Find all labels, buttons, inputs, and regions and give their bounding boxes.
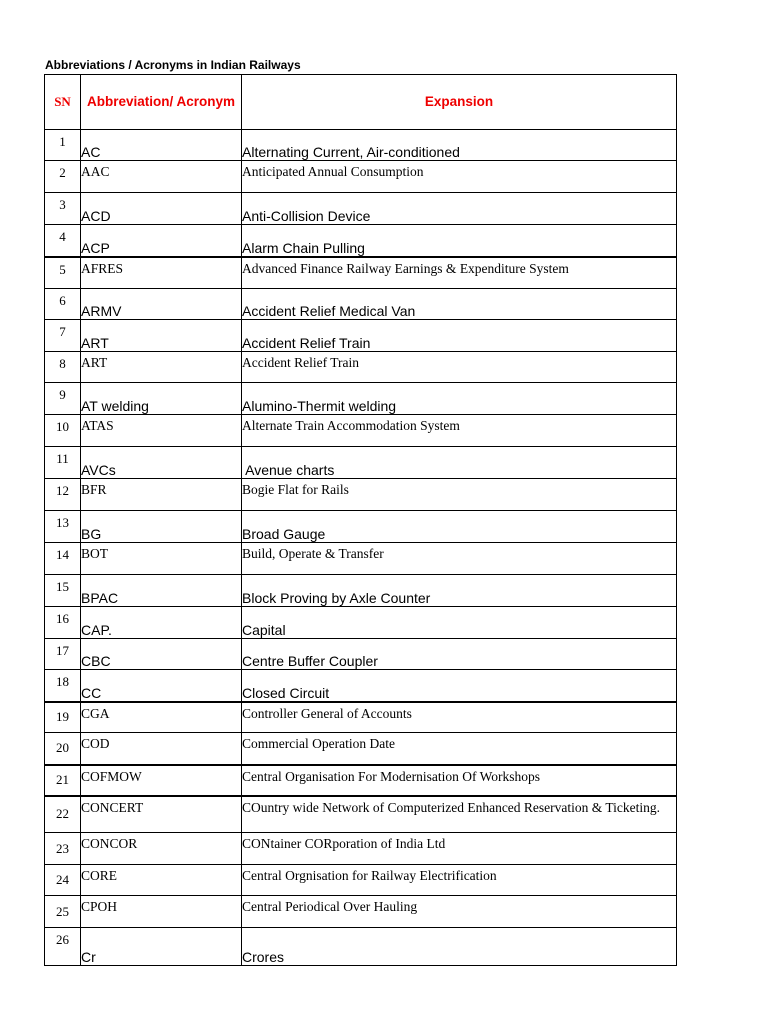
row-abbreviation: AT welding — [81, 383, 242, 415]
table-row — [45, 575, 677, 607]
row-expansion: Closed Circuit — [242, 670, 677, 702]
header-sn: SN — [45, 75, 81, 130]
row-sn: 4 — [45, 225, 81, 257]
table-row — [45, 543, 677, 575]
row-sn: 10 — [45, 415, 81, 447]
row-expansion: Alarm Chain Pulling — [242, 225, 677, 257]
row-abbreviation: AVCs — [81, 447, 242, 479]
row-expansion: Advanced Finance Railway Earnings & Expenditure System — [242, 257, 677, 289]
row-sn: 2 — [45, 161, 81, 193]
table-row — [45, 479, 677, 511]
table-row — [45, 833, 677, 865]
table-row — [45, 928, 677, 966]
row-sn: 24 — [45, 865, 81, 896]
row-expansion: Accident Relief Medical Van — [242, 289, 677, 320]
row-abbreviation: CPOH — [81, 896, 242, 928]
row-expansion: Alternate Train Accommodation System — [242, 415, 677, 447]
header-abbreviation: Abbreviation/ Acronym — [81, 75, 242, 130]
header-expansion: Expansion — [242, 75, 677, 130]
row-expansion: Avenue charts — [242, 447, 677, 479]
row-expansion: Alternating Current, Air-conditioned — [242, 130, 677, 161]
row-expansion: Accident Relief Train — [242, 320, 677, 352]
table-row — [45, 257, 677, 289]
row-abbreviation: CAP. — [81, 607, 242, 639]
row-expansion: Controller General of Accounts — [242, 702, 677, 733]
row-sn: 19 — [45, 702, 81, 733]
row-expansion: Build, Operate & Transfer — [242, 543, 677, 575]
table-row — [45, 352, 677, 383]
row-abbreviation: COFMOW — [81, 765, 242, 796]
row-expansion: Broad Gauge — [242, 511, 677, 543]
row-sn: 25 — [45, 896, 81, 928]
row-expansion: COuntry wide Network of Computerized Enhanced Reservation & Ticketing. — [242, 796, 677, 833]
row-abbreviation: AC — [81, 130, 242, 161]
row-sn: 23 — [45, 833, 81, 865]
table-row — [45, 639, 677, 670]
row-abbreviation: CONCERT — [81, 796, 242, 833]
table-row — [45, 670, 677, 702]
row-abbreviation: COD — [81, 733, 242, 765]
row-sn: 21 — [45, 765, 81, 796]
table-header-row — [45, 75, 677, 130]
table-row — [45, 733, 677, 765]
table-row — [45, 161, 677, 193]
row-abbreviation: BOT — [81, 543, 242, 575]
row-abbreviation: BPAC — [81, 575, 242, 607]
row-sn: 8 — [45, 352, 81, 383]
row-sn: 1 — [45, 130, 81, 161]
row-sn: 9 — [45, 383, 81, 415]
row-expansion: Crores — [242, 928, 677, 966]
row-sn: 14 — [45, 543, 81, 575]
row-abbreviation: CONCOR — [81, 833, 242, 865]
row-abbreviation: BFR — [81, 479, 242, 511]
row-sn: 6 — [45, 289, 81, 320]
table-row — [45, 607, 677, 639]
row-expansion: Accident Relief Train — [242, 352, 677, 383]
table-row — [45, 447, 677, 479]
row-expansion: Anticipated Annual Consumption — [242, 161, 677, 193]
row-abbreviation: AFRES — [81, 257, 242, 289]
table-row — [45, 511, 677, 543]
table-row — [45, 130, 677, 161]
row-abbreviation: ACD — [81, 193, 242, 225]
row-expansion: Central Orgnisation for Railway Electrification — [242, 865, 677, 896]
table-row — [45, 320, 677, 352]
row-sn: 18 — [45, 670, 81, 702]
row-sn: 15 — [45, 575, 81, 607]
row-abbreviation: ARMV — [81, 289, 242, 320]
row-abbreviation: CC — [81, 670, 242, 702]
row-abbreviation: BG — [81, 511, 242, 543]
row-sn: 22 — [45, 796, 81, 833]
row-expansion: Capital — [242, 607, 677, 639]
table-row — [45, 702, 677, 733]
row-expansion: Anti-Collision Device — [242, 193, 677, 225]
row-expansion: Alumino-Thermit welding — [242, 383, 677, 415]
row-abbreviation: CGA — [81, 702, 242, 733]
table-row — [45, 383, 677, 415]
row-abbreviation: ACP — [81, 225, 242, 257]
row-expansion: Block Proving by Axle Counter — [242, 575, 677, 607]
row-abbreviation: CORE — [81, 865, 242, 896]
row-sn: 5 — [45, 257, 81, 289]
row-abbreviation: AAC — [81, 161, 242, 193]
row-sn: 26 — [45, 928, 81, 966]
abbreviations-table — [44, 74, 677, 966]
table-row — [45, 415, 677, 447]
row-expansion: Central Periodical Over Hauling — [242, 896, 677, 928]
row-sn: 7 — [45, 320, 81, 352]
row-sn: 12 — [45, 479, 81, 511]
row-expansion: Central Organisation For Modernisation Of Workshops — [242, 765, 677, 796]
row-sn: 3 — [45, 193, 81, 225]
row-sn: 17 — [45, 639, 81, 670]
row-expansion: Bogie Flat for Rails — [242, 479, 677, 511]
row-expansion: Centre Buffer Coupler — [242, 639, 677, 670]
row-expansion: CONtainer CORporation of India Ltd — [242, 833, 677, 865]
row-abbreviation: ART — [81, 352, 242, 383]
row-sn: 20 — [45, 733, 81, 765]
table-row — [45, 796, 677, 833]
table-row — [45, 865, 677, 896]
row-abbreviation: ATAS — [81, 415, 242, 447]
row-abbreviation: CBC — [81, 639, 242, 670]
table-row — [45, 896, 677, 928]
table-row — [45, 193, 677, 225]
row-sn: 13 — [45, 511, 81, 543]
table-row — [45, 289, 677, 320]
row-sn: 11 — [45, 447, 81, 479]
table-row — [45, 225, 677, 257]
row-expansion: Commercial Operation Date — [242, 733, 677, 765]
row-sn: 16 — [45, 607, 81, 639]
table-row — [45, 765, 677, 796]
row-abbreviation: ART — [81, 320, 242, 352]
document-title: Abbreviations / Acronyms in Indian Railways — [45, 58, 301, 72]
row-abbreviation: Cr — [81, 928, 242, 966]
